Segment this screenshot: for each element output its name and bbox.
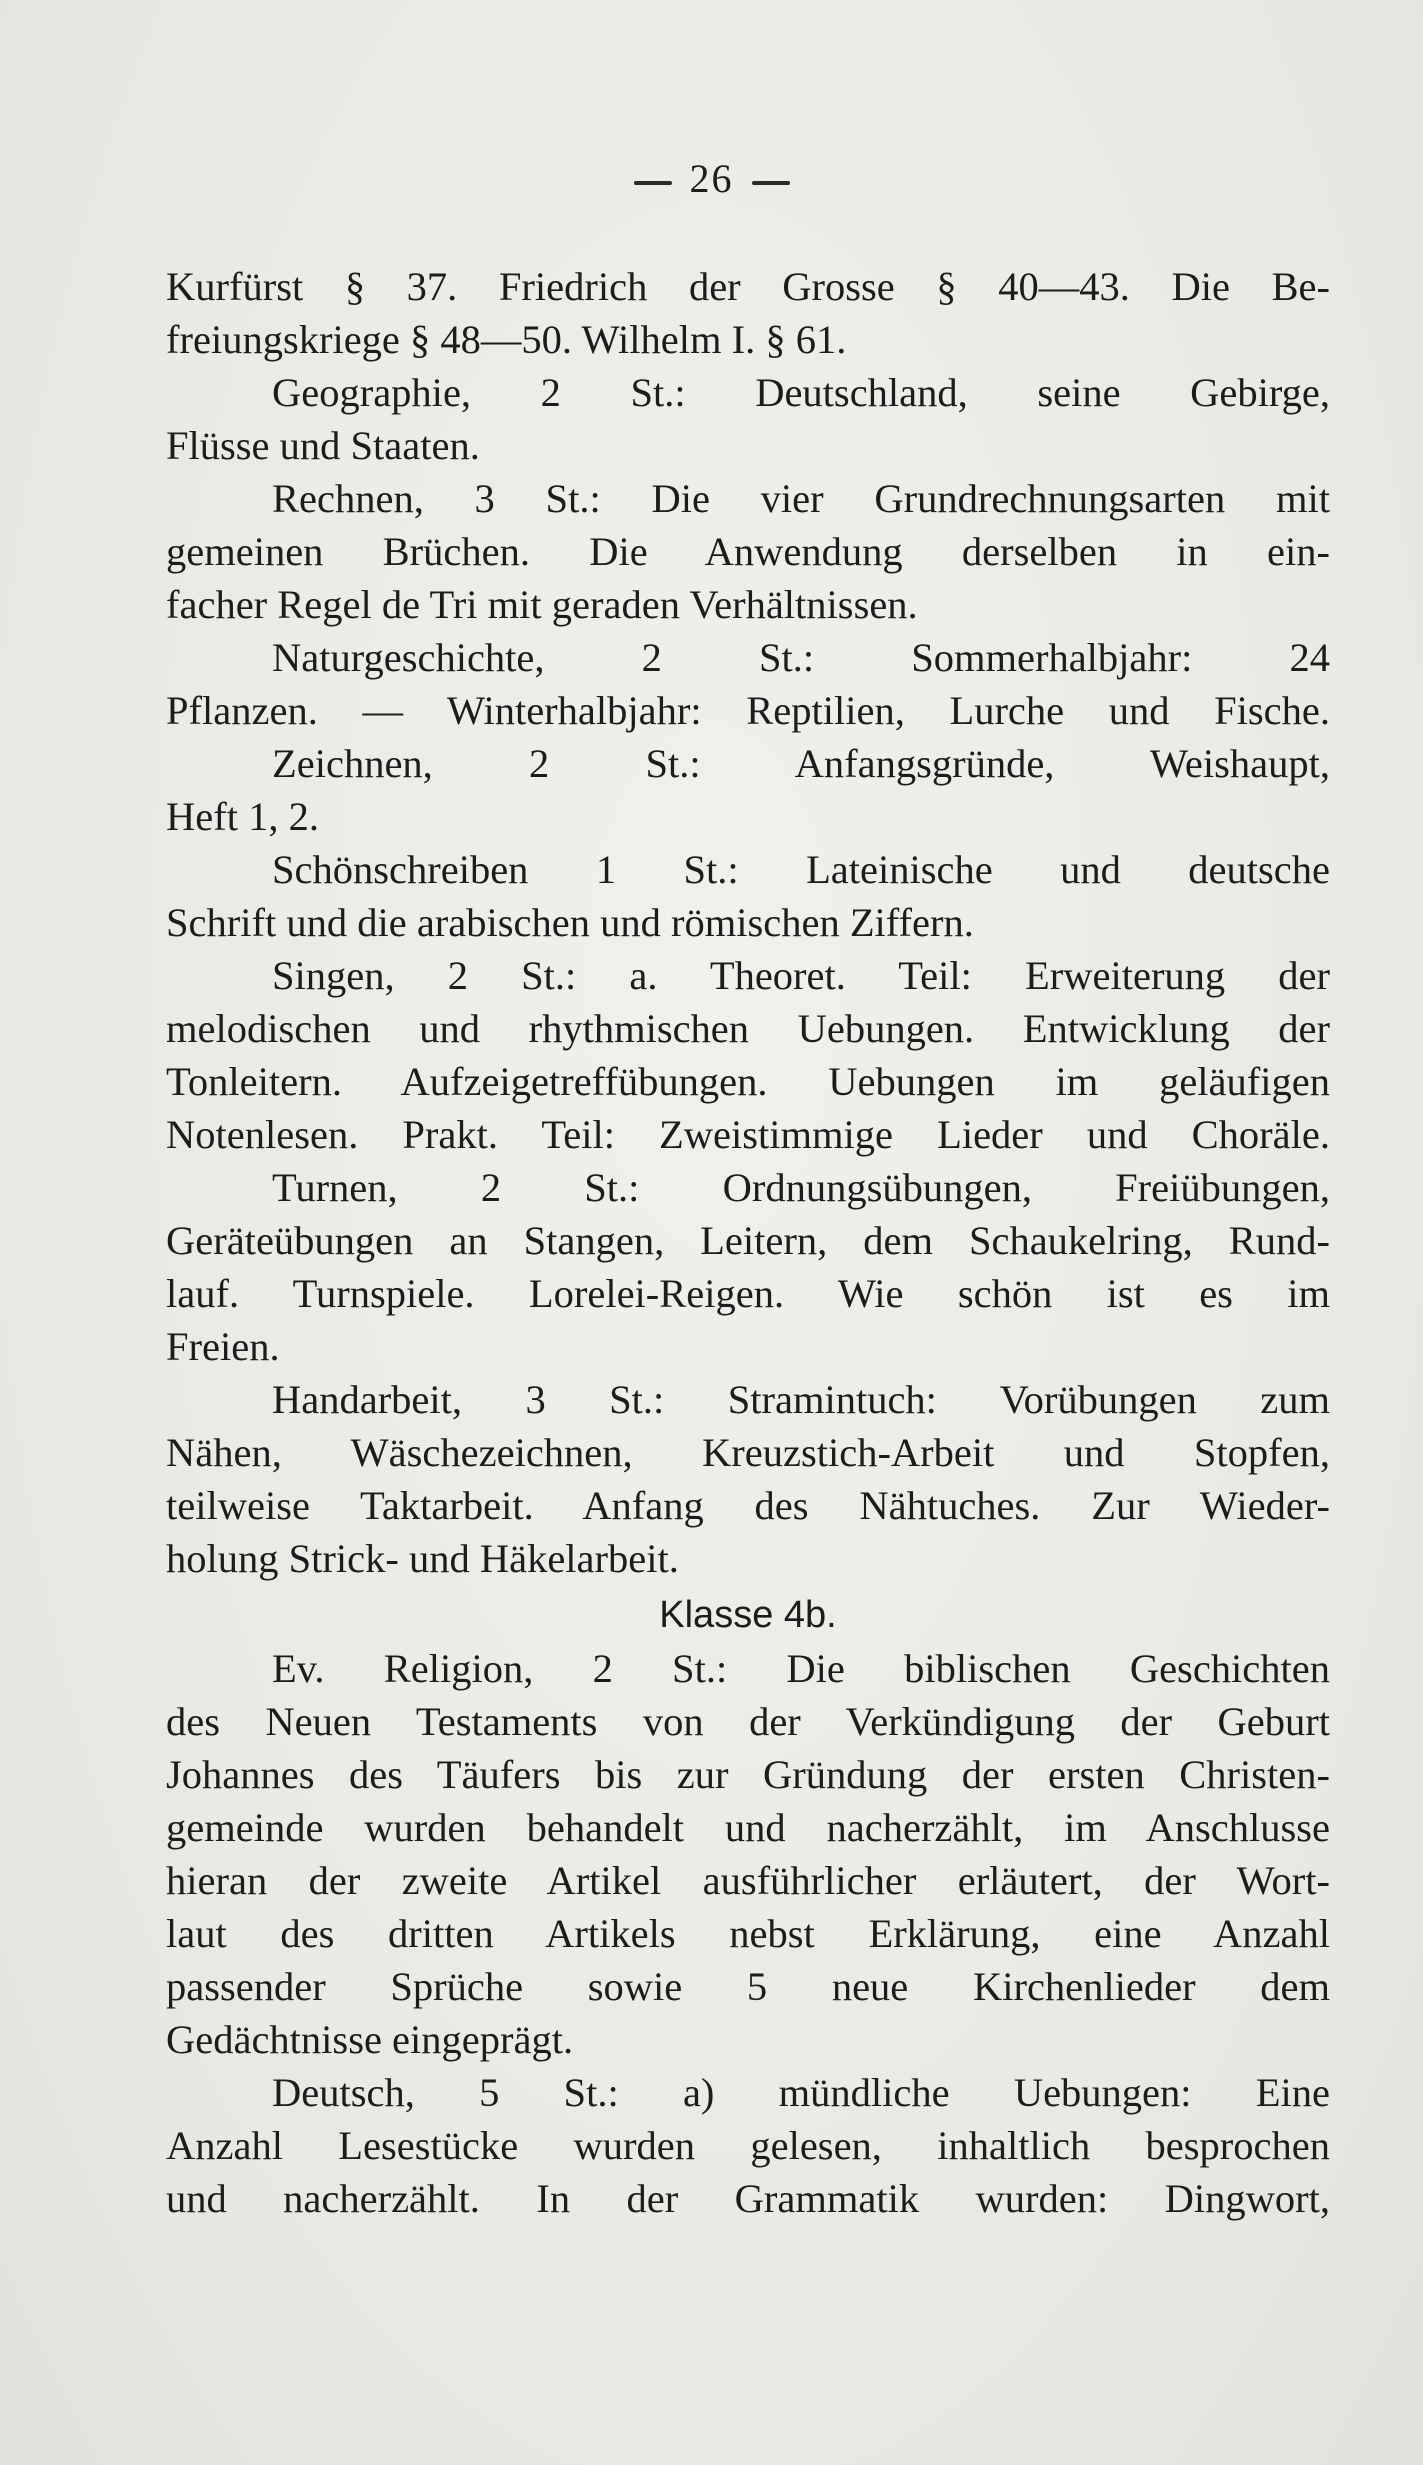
text-line: Freien. [166, 1324, 280, 1369]
text-line: hieran der zweite Artikel ausführlicher erläutert, der Wort- [166, 1858, 1330, 1903]
text-line: teilweise Taktarbeit. Anfang des Nähtuches. Zur Wieder- [166, 1483, 1330, 1528]
text-line: laut des dritten Artikels nebst Erklärung, eine Anzahl [166, 1911, 1330, 1956]
text-line: Schönschreiben 1 St.: Lateinische und deutsche [272, 847, 1330, 892]
page-number-text: 26 [689, 156, 734, 201]
section-heading: Klasse 4b. [659, 1594, 837, 1636]
text-line: Tonleitern. Aufzeigetreffübungen. Uebungen im geläufigen [166, 1059, 1330, 1104]
text-line: Geräteübungen an Stangen, Leitern, dem Schaukelring, Rund- [166, 1218, 1330, 1263]
text-line: Flüsse und Staaten. [166, 423, 480, 468]
text-line: Heft 1, 2. [166, 794, 319, 839]
text-line: Johannes des Täufers bis zur Gründung der ersten Christen- [166, 1752, 1330, 1797]
text-line: Zeichnen, 2 St.: Anfangsgründe, Weishaupt, [272, 741, 1330, 786]
text-line: Gedächtnisse eingeprägt. [166, 2017, 574, 2062]
text-line: Anzahl Lesestücke wurden gelesen, inhaltlich besprochen [166, 2123, 1330, 2168]
text-line: lauf. Turnspiele. Lorelei-Reigen. Wie schön ist es im [166, 1271, 1330, 1316]
text-line: Kurfürst § 37. Friedrich der Grosse § 40—43. Die Be- [166, 264, 1330, 309]
page-number [0, 155, 1423, 202]
text-line: melodischen und rhythmischen Uebungen. Entwicklung der [166, 1006, 1330, 1051]
text-line: gemeinde wurden behandelt und nacherzählt, im Anschlusse [166, 1805, 1330, 1850]
text-line: Notenlesen. Prakt. Teil: Zweistimmige Lieder und Choräle. [166, 1112, 1330, 1157]
text-line: des Neuen Testaments von der Verkündigung der Geburt [166, 1699, 1330, 1744]
text-line: Naturgeschichte, 2 St.: Sommerhalbjahr: 24 [272, 635, 1330, 680]
text-line: Schrift und die arabischen und römischen Ziffern. [166, 900, 974, 945]
text-line: Deutsch, 5 St.: a) mündliche Uebungen: Eine [272, 2070, 1330, 2115]
dash-right [752, 181, 790, 185]
text-line: Nähen, Wäschezeichnen, Kreuzstich-Arbeit und Stopfen, [166, 1430, 1330, 1475]
text-line: gemeinen Brüchen. Die Anwendung derselben in ein- [166, 529, 1330, 574]
text-line: Singen, 2 St.: a. Theoret. Teil: Erweiterung der [272, 953, 1330, 998]
text-line: facher Regel de Tri mit geraden Verhältnissen. [166, 582, 918, 627]
text-line: Handarbeit, 3 St.: Stramintuch: Vorübungen zum [272, 1377, 1330, 1422]
text-line: Rechnen, 3 St.: Die vier Grundrechnungsarten mit [272, 476, 1330, 521]
text-line: Pflanzen. — Winterhalbjahr: Reptilien, Lurche und Fische. [166, 688, 1330, 733]
text-line: Geographie, 2 St.: Deutschland, seine Gebirge, [272, 370, 1330, 415]
body-text [166, 260, 1330, 2225]
text-line: passender Sprüche sowie 5 neue Kirchenlieder dem [166, 1964, 1330, 2009]
text-line: Turnen, 2 St.: Ordnungsübungen, Freiübungen, [272, 1165, 1330, 1210]
text-line: Ev. Religion, 2 St.: Die biblischen Geschichten [272, 1646, 1330, 1691]
dash-left [634, 181, 672, 185]
text-line: und nacherzählt. In der Grammatik wurden: Dingwort, [166, 2176, 1330, 2221]
text-line: freiungskriege § 48—50. Wilhelm I. § 61. [166, 317, 847, 362]
text-line: holung Strick- und Häkelarbeit. [166, 1536, 679, 1581]
